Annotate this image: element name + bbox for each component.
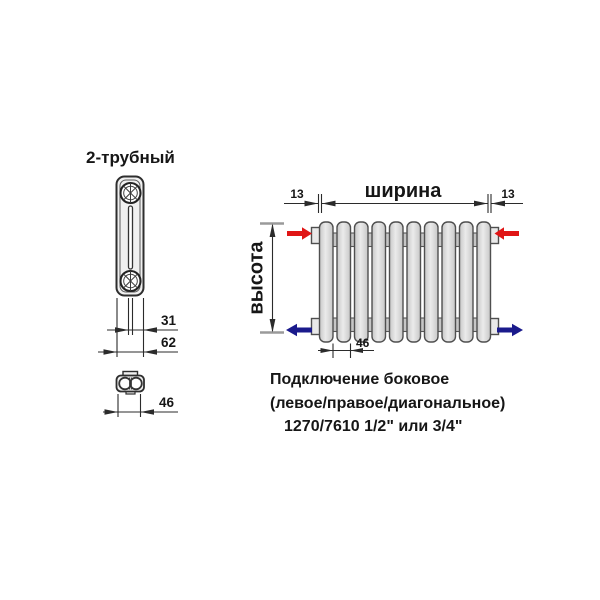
caption-line3: 1270/7610 1/2" или 3/4" [284, 418, 463, 435]
radiator-tube [442, 222, 456, 342]
width-dimension [284, 180, 523, 213]
radiator-tube [477, 222, 491, 342]
dim-46-bottom-label: 46 [356, 336, 370, 350]
height-label: высота [245, 241, 268, 315]
section-side-view [117, 177, 144, 296]
radiator-tube [425, 222, 439, 342]
radiator-tube [390, 222, 404, 342]
inlet-arrow-left [287, 227, 312, 239]
outlet-arrow-left [286, 324, 312, 336]
dim-46-label: 46 [159, 395, 175, 410]
outlet-arrow-right [497, 324, 523, 336]
caption-line1: Подключение боковое [270, 371, 450, 388]
section-top-view [117, 372, 145, 395]
radiator-tube [372, 222, 386, 342]
section-width-dimension [103, 394, 178, 417]
top-connection-boss [121, 183, 141, 203]
radiator-tube [320, 222, 334, 342]
height-dimension [245, 224, 284, 333]
radiator-tube [460, 222, 474, 342]
radiator-tube [407, 222, 421, 342]
caption-line2: (левое/правое/диагональное) [270, 395, 506, 412]
depth-dimensions [98, 298, 178, 357]
radiator-tube [355, 222, 369, 342]
width-label: ширина [364, 180, 442, 202]
bottom-connection-boss [121, 271, 141, 291]
radiator-tubes [320, 222, 491, 342]
dim-13-left-label: 13 [290, 187, 304, 201]
section-type-title: 2-трубный [86, 148, 175, 167]
radiator-tube [337, 222, 351, 342]
tube-gap-slot [129, 206, 133, 269]
dim-13-right-label: 13 [501, 187, 515, 201]
dim-62-label: 62 [161, 335, 177, 350]
caption-block [270, 371, 505, 435]
dim-31-label: 31 [161, 313, 177, 328]
